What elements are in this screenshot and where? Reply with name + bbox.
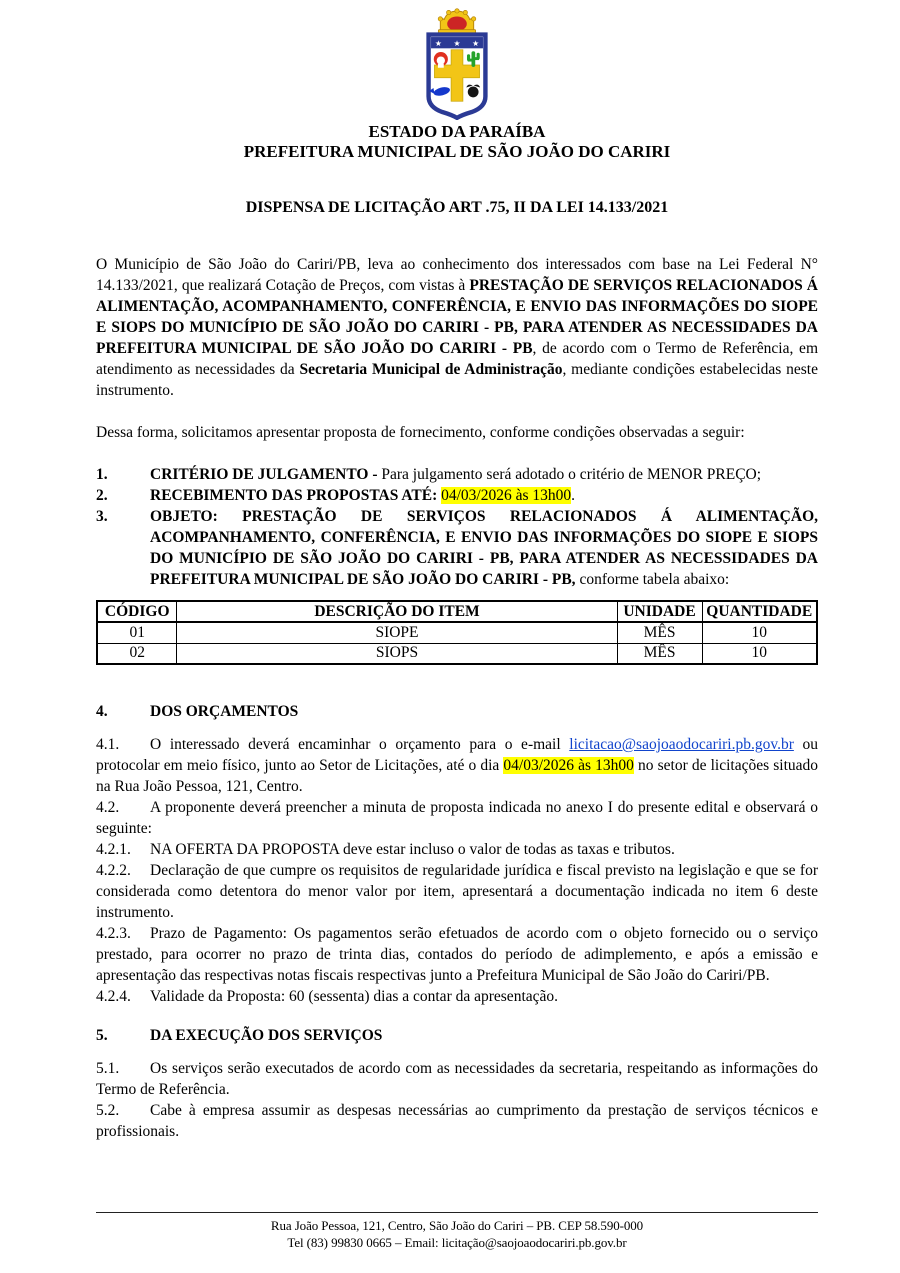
- page-footer: [96, 1212, 818, 1251]
- col-header-quantidade: QUANTIDADE: [702, 601, 817, 622]
- text-run: .: [571, 487, 576, 504]
- cell-codigo: 02: [97, 643, 177, 664]
- text-run: RECEBIMENTO DAS PROPOSTAS ATÉ:: [150, 487, 442, 504]
- text-run: , mediante condições estabelecidas neste instrumento.: [96, 361, 818, 399]
- text-run: , de acordo com o Termo de Referência, em atendimento as necessidades da: [96, 340, 818, 378]
- footer-contact: Tel (83) 99830 0665 – Email: licitação@saojoaodocariri.pb.gov.br: [287, 1235, 627, 1250]
- clause-number: 5.1.: [96, 1060, 120, 1077]
- clause-text: [96, 1102, 818, 1140]
- section-title: DA EXECUÇÃO DOS SERVIÇOS: [150, 1027, 383, 1044]
- list-number: 2.: [96, 487, 108, 504]
- list-item-2: [96, 485, 818, 506]
- request-line: Dessa forma, solicitamos apresentar proposta de fornecimento, conforme condições observadas a seguir:: [96, 424, 745, 441]
- cell-unidade: MÊS: [617, 643, 702, 664]
- section-number: 4.: [96, 703, 108, 720]
- items-table: [96, 600, 818, 665]
- clause-text: [96, 736, 818, 795]
- text-run: NA OFERTA DA PROPOSTA deve estar incluso o valor de todas as taxas e tributos.: [150, 841, 675, 858]
- clause-text: [96, 925, 818, 984]
- conditions-list: [96, 464, 818, 590]
- clause-4-2-4: [96, 986, 818, 1007]
- table-row: [97, 622, 817, 643]
- crown-icon: [438, 9, 476, 35]
- clause-number: 4.2.1.: [96, 841, 131, 858]
- list-item-text: [150, 487, 575, 504]
- clause-number: 4.2.4.: [96, 988, 131, 1005]
- text-run: conforme tabela abaixo:: [575, 571, 730, 588]
- list-item-text: [150, 508, 818, 588]
- clause-text: [96, 799, 818, 837]
- table-row: [97, 643, 817, 664]
- shield-icon: [429, 35, 486, 118]
- cell-descricao: SIOPS: [177, 643, 617, 664]
- section-number: 5.: [96, 1027, 108, 1044]
- clause-number: 5.2.: [96, 1102, 120, 1119]
- cell-quantidade: 10: [702, 622, 817, 643]
- clause-text: [96, 1060, 818, 1098]
- text-run: Secretaria Municipal de Administração: [299, 361, 563, 378]
- deadline-highlight: 04/03/2026 às 13h00: [441, 487, 572, 504]
- cell-unidade: MÊS: [617, 622, 702, 643]
- text-run: PRESTAÇÃO DE SERVIÇOS RELACIONADOS Á ALIMENTAÇÃO, ACOMPANHAMENTO, CONFERÊNCIA, E ENVIO DAS INFORMAÇÕES DO SIOPE E SIOPS DO MUNICÍPIO DE SÃO JOÃO DO CARIRI - PB, PARA ATENDER AS NECESSIDADES DA PREFEITURA MUNICIPAL DE SÃO JOÃO DO CARIRI - PB: [96, 277, 818, 357]
- section-4-heading: [96, 701, 818, 722]
- clause-text: [96, 862, 818, 921]
- text-run: Validade da Proposta: 60 (sessenta) dias a contar da apresentação.: [150, 988, 559, 1005]
- clause-4-1: [96, 734, 818, 797]
- list-item-3: [96, 506, 818, 590]
- text-run: Os serviços serão executados de acordo com as necessidades da secretaria, respeitando as informações do Termo de Referência.: [96, 1060, 818, 1098]
- text-run: Cabe à empresa assumir as despesas necessárias ao cumprimento da prestação de serviços técnicos e profissionais.: [96, 1102, 818, 1140]
- text-run: ou protocolar em meio físico, junto ao Setor de Licitações, até o dia: [96, 736, 818, 774]
- clause-5-1: [96, 1058, 818, 1100]
- clause-4-2: [96, 797, 818, 839]
- clause-number: 4.2.2.: [96, 862, 131, 879]
- cell-descricao: SIOPE: [177, 622, 617, 643]
- text-run: O Município de São João do Cariri/PB, leva ao conhecimento dos interessados com base na Lei Federal N° 14.133/2021, que realizará Cotação de Preços, com vistas à: [96, 256, 818, 294]
- list-number: 3.: [96, 508, 108, 525]
- municipal-crest: [408, 8, 506, 120]
- text-run: CRITÉRIO DE JULGAMENTO -: [150, 466, 382, 483]
- list-number: 1.: [96, 466, 108, 483]
- cell-quantidade: 10: [702, 643, 817, 664]
- text-run: Prazo de Pagamento: Os pagamentos serão efetuados de acordo com o objeto fornecido ou o serviço prestado, para ocorrer no prazo de trinta dias, contados do período de adimplemento, e após a emissão e apresentação das respectivas notas fiscais respectivas junto a Prefeitura Municipal de São João do Cariri/PB.: [96, 925, 818, 984]
- clause-4-2-1: [96, 839, 818, 860]
- clause-number: 4.2.: [96, 799, 120, 816]
- clause-5-2: [96, 1100, 818, 1142]
- clause-number: 4.2.3.: [96, 925, 131, 942]
- deadline-highlight: 04/03/2026 às 13h00: [503, 757, 634, 774]
- text-run: no setor de licitações situado na Rua João Pessoa, 121, Centro.: [96, 757, 819, 795]
- text-run: O interessado deverá encaminhar o orçamento para o e-mail: [150, 736, 570, 753]
- intro-paragraph: [96, 254, 818, 401]
- text-run: A proponente deverá preencher a minuta de proposta indicada no anexo I do presente edital e observará o seguinte:: [96, 799, 818, 837]
- document-title: DISPENSA DE LICITAÇÃO ART .75, II DA LEI 14.133/2021: [245, 199, 669, 216]
- star-icon: ★: [472, 39, 480, 49]
- clause-number: 4.1.: [96, 736, 120, 753]
- text-run: Para julgamento será adotado o critério de MENOR PREÇO;: [381, 466, 762, 483]
- clause-text: [150, 988, 558, 1005]
- cell-codigo: 01: [97, 622, 177, 643]
- list-item-1: [96, 464, 818, 485]
- clause-text: [150, 841, 675, 858]
- clause-4-2-2: [96, 860, 818, 923]
- table-header-row: [97, 601, 817, 622]
- col-header-codigo: CÓDIGO: [97, 601, 177, 622]
- text-run: OBJETO: PRESTAÇÃO DE SERVIÇOS RELACIONADOS Á ALIMENTAÇÃO, ACOMPANHAMENTO, CONFERÊNCIA, E ENVIO DAS INFORMAÇÕES DO SIOPE E SIOPS DO MUNICÍPIO DE SÃO JOÃO DO CARIRI - PB, PARA ATENDER AS NECESSIDADES DA PREFEITURA MUNICIPAL DE SÃO JOÃO DO CARIRI - PB,: [150, 508, 818, 588]
- col-header-unidade: UNIDADE: [617, 601, 702, 622]
- footer-address: Rua João Pessoa, 121, Centro, São João do Cariri – PB. CEP 58.590-000: [270, 1218, 644, 1233]
- list-item-text: [150, 466, 761, 483]
- section-title: DOS ORÇAMENTOS: [150, 703, 299, 720]
- star-icon: ★: [434, 39, 442, 49]
- col-header-descricao: DESCRIÇÃO DO ITEM: [177, 601, 617, 622]
- star-icon: ★: [453, 39, 461, 49]
- email-link[interactable]: licitacao@saojoaodocariri.pb.gov.br: [569, 736, 794, 753]
- clause-4-2-3: [96, 923, 818, 986]
- text-run: Declaração de que cumpre os requisitos de regularidade jurídica e fiscal previsto na legislação e que se for considerada como detentora do menor valor por item, apresentará a documentação indicada no item 6 deste instrumento.: [96, 862, 818, 921]
- section-5-heading: [96, 1025, 818, 1046]
- state-name: ESTADO DA PARAÍBA: [368, 122, 546, 141]
- municipality-name: PREFEITURA MUNICIPAL DE SÃO JOÃO DO CARIRI: [243, 142, 671, 161]
